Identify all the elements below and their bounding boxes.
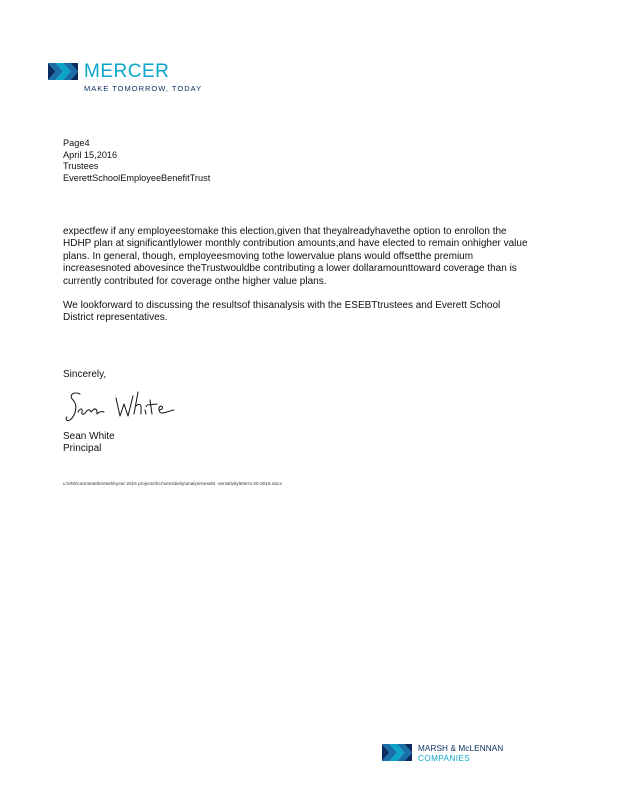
mercer-m-logo-icon	[48, 63, 78, 85]
mmc-logo	[382, 742, 522, 766]
footer-company-suffix: COMPANIES	[418, 754, 471, 763]
mercer-logo	[48, 60, 228, 100]
letter-date: April 15,2016	[63, 149, 118, 160]
letter-body	[63, 226, 533, 337]
file-reference: u:\ehb\core\seattle\esebt\year 2016 projects\hcr\sensitivity\analysis\esebt -sensitivityletter4-20-2016.docx	[63, 481, 282, 486]
mmc-logo-icon	[382, 744, 412, 766]
page-number: Page4	[63, 138, 90, 148]
brand-name: MERCER	[84, 61, 170, 82]
recipient-organization: EverettSchoolEmployeeBenefitTrust	[63, 172, 211, 183]
signer-block	[63, 431, 115, 456]
signer-title: Principal	[63, 443, 102, 455]
closing-salutation: Sincerely,	[63, 369, 107, 380]
recipient: Trustees	[63, 161, 99, 171]
handwritten-signature	[64, 388, 184, 429]
body-paragraph: expectfew if any employeestomake this election,given that theyalreadyhavethe option to enrollon the HDHP plan at significantlylower monthly contribution amounts,and have elected to remain onhigher value plans. In general, though, employeesmoving tothe lowervalue plans would offsetthe premium increasesnoted abovesince theTrustwouldbe contributing a lower dollaramounttoward coverage than is currently contributed for coverage onthe higher value plans.	[63, 226, 528, 287]
body-paragraph: We lookforward to discussing the resultsof thisanalysis with the ESEBTtrustees and Everett School District representatives.	[63, 300, 501, 324]
letter-meta	[63, 138, 210, 184]
signer-name: Sean White	[63, 431, 115, 442]
brand-tagline: MAKE TOMORROW, TODAY	[84, 84, 203, 93]
footer-company-name: MARSH & McLENNAN	[418, 744, 504, 753]
